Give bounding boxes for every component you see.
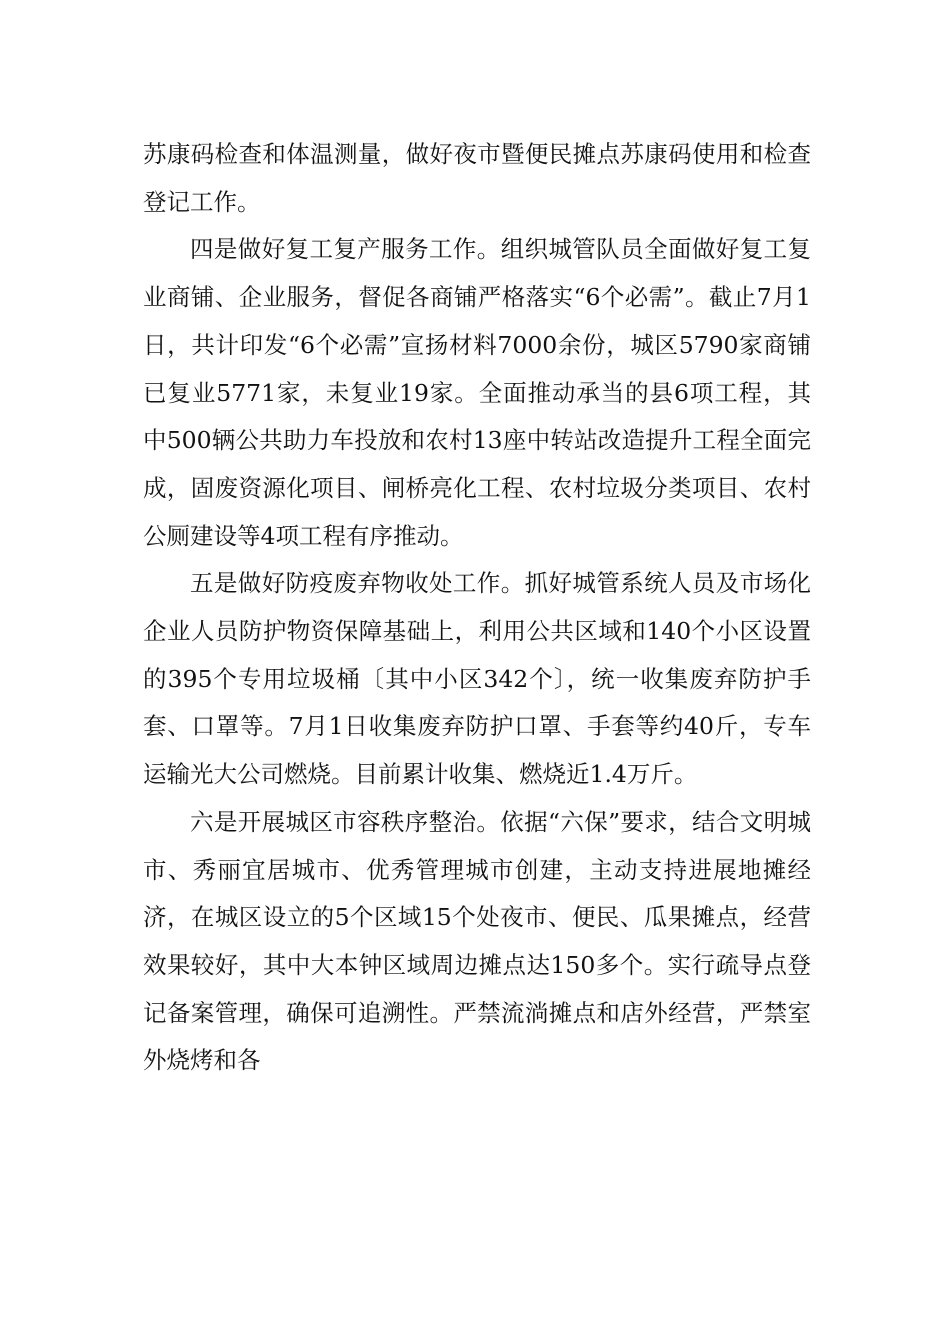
document-page xyxy=(143,131,811,1085)
paragraph-city-appearance: 六是开展城区市容秩序整治。依据“六保”要求，结合文明城市、秀丽宜居城市、优秀管理城市创建，主动支持进展地摊经济，在城区设立的5个区域15个处夜市、便民、瓜果摊点，经营效果较好，其中大本钟区域周边摊点达150多个。实行疏导点登记备案管理，确保可追溯性。严禁流淌摊点和店外经营，严禁室外烧烤和各 xyxy=(143,807,811,1075)
paragraph-epidemic-waste: 五是做好防疫废弃物收处工作。抓好城管系统人员及市场化企业人员防护物资保障基础上，利用公共区域和140个小区设置的395个专用垃圾桶〔其中小区342个〕，统一收集废弃防护手套、口罩等。7月1日收集废弃防护口罩、手套等约40斤，专车运输光大公司燃烧。目前累计收集、燃烧近1.4万斤。 xyxy=(143,569,811,789)
paragraph-continuation: 苏康码检查和体温测量，做好夜市暨便民摊点苏康码使用和检查登记工作。 xyxy=(143,140,811,216)
paragraph-resumption-services: 四是做好复工复产服务工作。组织城管队员全面做好复工复业商铺、企业服务，督促各商铺严格落实“6个必需”。截止7月1日，共计印发“6个必需”宣扬材料7000余份，城区5790家商铺已复业5771家，未复业19家。全面推动承当的县6项工程，其中500辆公共助力车投放和农村13座中转站改造提升工程全面完成，固废资源化项目、闸桥亮化工程、农村垃圾分类项目、农村公厕建设等4项工程有序推动。 xyxy=(143,235,811,550)
